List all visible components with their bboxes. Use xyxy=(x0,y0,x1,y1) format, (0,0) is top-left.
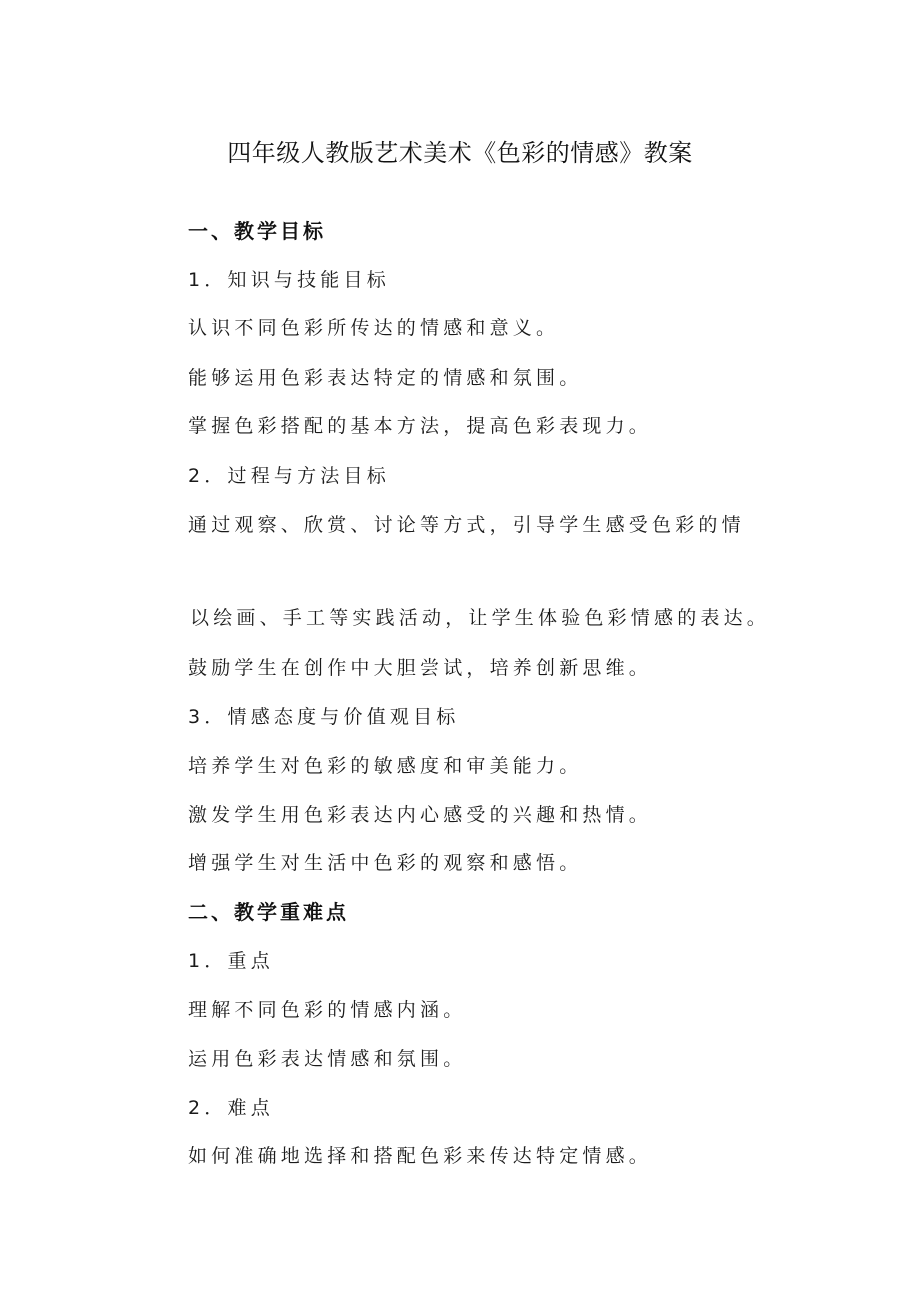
section-heading-objectives: 一、教学目标 xyxy=(188,219,326,243)
paragraph-line: 如何准确地选择和搭配色彩来传达特定情感。 xyxy=(188,1145,653,1167)
subheading-key-point: 1．重点 xyxy=(188,950,274,972)
section-heading-key-points: 二、教学重难点 xyxy=(188,900,349,924)
document-title: 四年级人教版艺术美术《色彩的情感》教案 xyxy=(227,139,693,167)
paragraph-line: 培养学生对色彩的敏感度和审美能力。 xyxy=(188,755,583,777)
paragraph-line: 能够运用色彩表达特定的情感和氛围。 xyxy=(188,367,583,389)
subheading-attitudes-values: 3．情感态度与价值观目标 xyxy=(188,706,460,728)
paragraph-line: 鼓励学生在创作中大胆尝试，培养创新思维。 xyxy=(188,657,653,679)
paragraph-line: 运用色彩表达情感和氛围。 xyxy=(188,1048,467,1070)
paragraph-line: 以绘画、手工等实践活动，让学生体验色彩情感的表达。 xyxy=(190,607,771,629)
paragraph-line: 增强学生对生活中色彩的观察和感悟。 xyxy=(188,852,583,874)
subheading-knowledge-skills: 1．知识与技能目标 xyxy=(188,269,390,291)
paragraph-line: 通过观察、欣赏、讨论等方式，引导学生感受色彩的情 xyxy=(188,514,745,536)
subheading-process-methods: 2．过程与方法目标 xyxy=(188,465,390,487)
paragraph-line: 认识不同色彩所传达的情感和意义。 xyxy=(188,317,560,339)
subheading-difficulty: 2．难点 xyxy=(188,1097,274,1119)
paragraph-line: 激发学生用色彩表达内心感受的兴趣和热情。 xyxy=(188,804,653,826)
paragraph-line: 掌握色彩搭配的基本方法，提高色彩表现力。 xyxy=(188,415,653,437)
paragraph-line: 理解不同色彩的情感内涵。 xyxy=(188,999,467,1021)
